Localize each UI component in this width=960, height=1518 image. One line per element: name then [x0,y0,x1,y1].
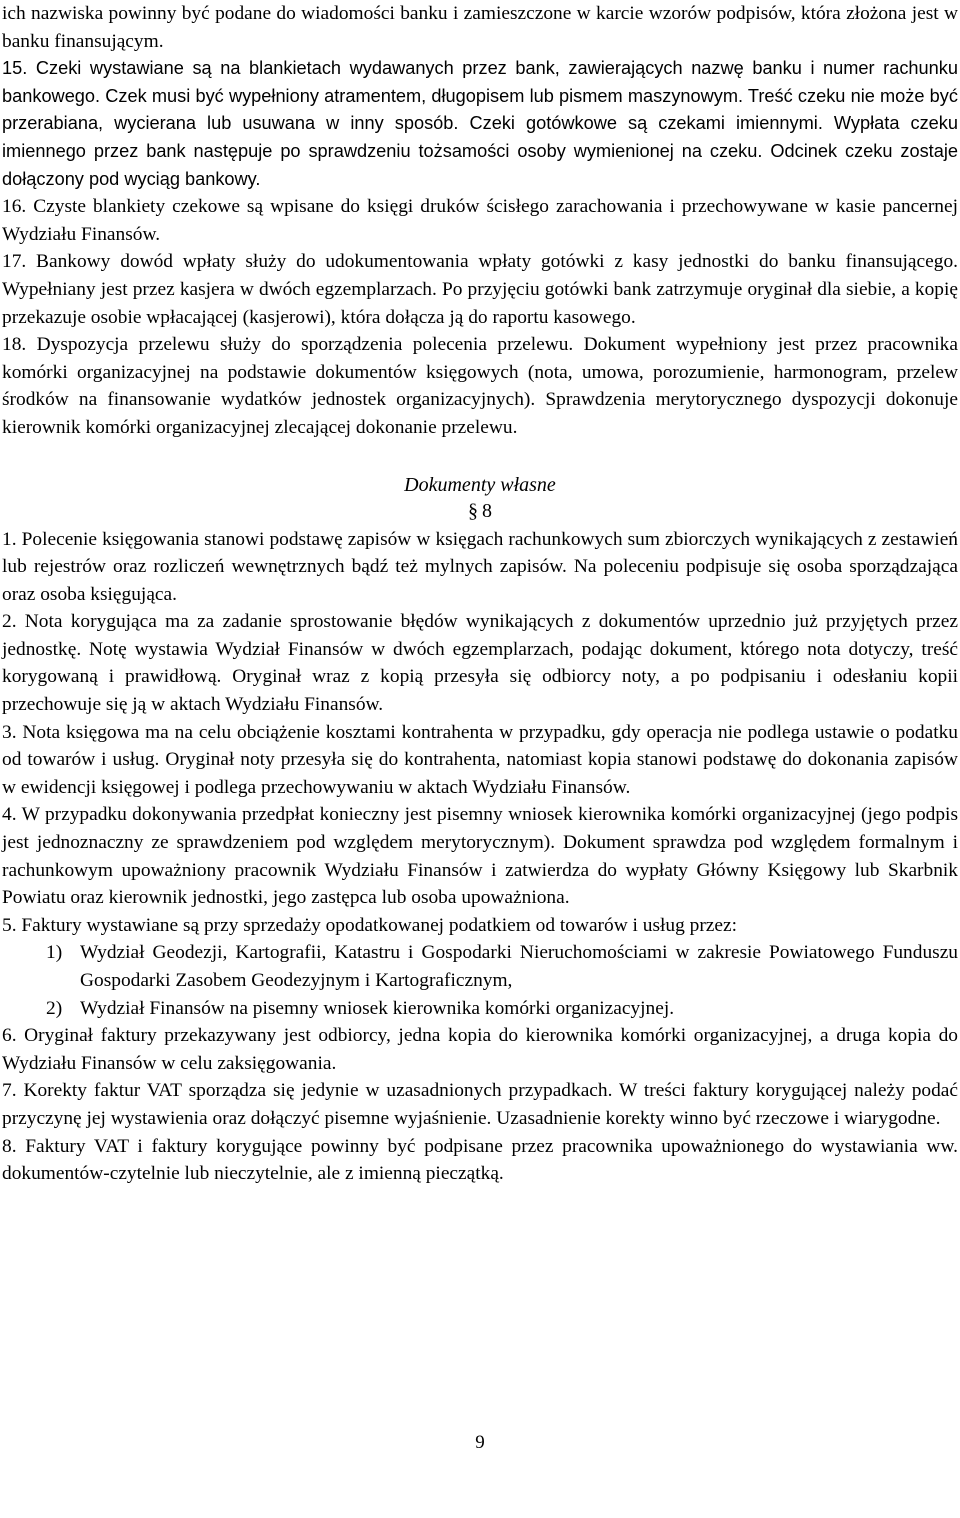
section-mark [2,498,958,524]
item-7: 7. Korekty faktur VAT sporządza się jedynie w uzasadnionych przypadkach. W treści faktury korygującej należy podać przyczynę jej wystawienia oraz dołączyć pisemne wyjaśnienie. Uzasadnienie korekty winno być rzeczowe i wiarygodne. [2,1080,958,1129]
item-1: 1. Polecenie księgowania stanowi podstawę zapisów w księgach rachunkowych sum zbiorczych wynikających z zestawień lub rejestrów oraz rozliczeń wewnętrznych bądź też mylnych zapisów. Na poleceniu podpisuje się osoba sporządzająca oraz osoba księgująca. [2,528,958,605]
paragraph-17: 17. Bankowy dowód wpłaty służy do udokumentowania wpłaty gotówki z kasy jednostki do banku finansującego. Wypełniany jest przez kasjera w dwóch egzemplarzach. Po przyjęciu gotówki bank zatrzymuje oryginał dla siebie, a kopię przekazuje osobie wpłacającej (kasjerowi), która dołącza ją do raportu kasowego. [2,251,958,328]
paragraph-continuation: ich nazwiska powinny być podane do wiadomości banku i zamieszczone w karcie wzorów podpisów, która złożona jest w banku finansującym. [2,3,958,52]
section-symbol: § [468,499,478,522]
sublist-text: Wydział Finansów na pisemny wniosek kierownika komórki organizacyjnej. [80,997,675,1019]
sublist-text: Wydział Geodezji, Kartografii, Katastru i Gospodarki Nieruchomościami w zakresie Powiatowego Funduszu Gospodarki Zasobem Geodezyjnym i Kartograficznym, [80,942,958,991]
section-number: 8 [482,499,492,522]
top-section [2,0,958,442]
page-number: 9 [475,1432,485,1453]
sublist-number: 2) [46,997,63,1019]
sublist-item-1 [2,939,958,994]
item-5-sublist [2,939,958,1022]
item-8: 8. Faktury VAT i faktury korygujące powinny być podpisane przez pracownika upoważnionego do wystawiania ww. dokumentów-czytelnie lub nieczytelnie, ale z imienną pieczątką. [2,1135,958,1185]
paragraph-16: 16. Czyste blankiety czekowe są wpisane do księgi druków ścisłego zarachowania i przechowywane w kasie pancernej Wydziału Finansów. [2,196,958,245]
section-items [2,526,958,1188]
item-2: 2. Nota korygująca ma za zadanie sprostowanie błędów wynikających z dokumentów uprzednio już przyjętych przez jednostkę. Notę wystawia Wydział Finansów w dwóch egzemplarzach, podając dokument, którego nota dotyczy, treść korygowaną i prawidłową. Oryginał wraz z kopią przesyła się odbiorcy noty, a po podpisaniu i odesłaniu kopii przechowuje się ją w aktach Wydziału Finansów. [2,611,958,716]
item-5: 5. Faktury wystawiane są przy sprzedaży opodatkowanej podatkiem od towarów i usług przez: [2,914,738,936]
paragraph-15: 15. Czeki wystawiane są na blankietach wydawanych przez bank, zawierających nazwę banku i numer rachunku bankowego. Czek musi być wypełniony atramentem, długopisem lub pismem maszynowym. Treść czeku nie może być przerabiana, wycierana lub usuwana w inny sposób. Czeki gotówkowe są czekami imiennymi. Wypłata czeku imiennego przez bank następuje po sprawdzeniu tożsamości osoby wymienionej na czeku. Odcinek czeku zostaje dołączony pod wyciąg bankowy. [2,58,958,189]
item-3: 3. Nota księgowa ma na celu obciążenie kosztami kontrahenta w przypadku, gdy operacja nie podlega ustawie o podatku od towarów i usług. Oryginał noty przesyła się do kontrahenta, natomiast kopia stanowi podstawę do dokonania zapisów w ewidencji księgowej i podlega przechowywaniu w aktach Wydziału Finansów. [2,721,958,798]
sublist-number: 1) [46,942,63,964]
section-heading: Dokumenty własne [404,473,556,496]
item-6: 6. Oryginał faktury przekazywany jest odbiorcy, jedna kopia do kierownika komórki organizacyjnej, a druga kopia do Wydziału Finansów w celu zaksięgowania. [2,1025,958,1074]
sublist-item-2 [2,995,958,1023]
item-4: 4. W przypadku dokonywania przedpłat konieczny jest pisemny wniosek kierownika komórki organizacyjnej (jego podpis jest jednoznaczny ze sprawdzeniem pod względem merytorycznym). Dokument sprawdza pod względem formalnym i rachunkowym upoważniony pracownik Wydziału Finansów i zatwierdza do wypłaty Główny Księgowy lub Skarbnik Powiatu oraz kierownik jednostki, jego zastępca lub osoba upoważniona. [2,804,958,909]
paragraph-18: 18. Dyspozycja przelewu służy do sporządzenia polecenia przelewu. Dokument wypełniony jest przez pracownika komórki organizacyjnej na podstawie dokumentów księgowych (nota, umowa, porozumienie, harmonogram, przelew środków na finansowanie wydatków jednostek organizacyjnych). Sprawdzenia merytorycznego dyspozycji dokonuje kierownik komórki organizacyjnej zlecającej dokonanie przelewu. [2,334,958,438]
